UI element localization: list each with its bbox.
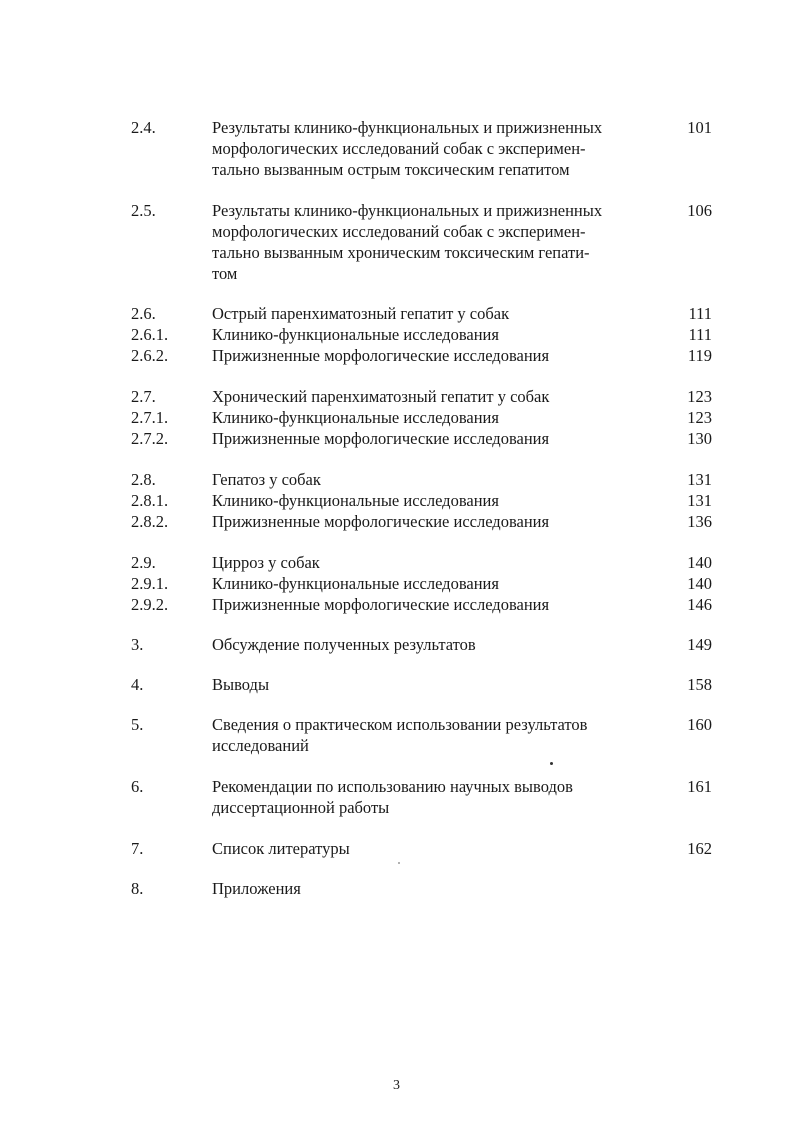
entry-number: 2.6.2.	[131, 346, 169, 365]
entry-page: 131	[687, 491, 712, 510]
entry-page: 140	[687, 553, 712, 572]
entry-number: 7.	[131, 839, 144, 858]
entry-number: 2.7.	[131, 387, 156, 406]
scan-speck	[398, 862, 400, 864]
entry-page: 101	[687, 118, 712, 137]
entry-title: Прижизненные морфологические исследования	[212, 429, 550, 448]
entry-page: 119	[687, 346, 712, 365]
page-number: 3	[393, 1078, 400, 1093]
entry-page: 160	[687, 715, 712, 734]
entry-page: 146	[687, 595, 712, 614]
scan-speck	[550, 762, 553, 765]
entry-title: Список литературы	[212, 839, 350, 858]
entry-title: Прижизненные морфологические исследования	[212, 512, 550, 531]
entry-page: 162	[687, 839, 712, 858]
entry-title: Сведения о практическом использовании результатов исследований	[212, 715, 588, 755]
entry-title: Хронический паренхиматозный гепатит у собак	[212, 387, 550, 406]
entry-page: 111	[688, 304, 712, 323]
entry-number: 5.	[131, 715, 144, 734]
entry-title: Выводы	[212, 675, 270, 694]
entry-number: 2.8.1.	[131, 491, 169, 510]
entry-page: 136	[687, 512, 712, 531]
entry-page: 161	[687, 777, 712, 796]
entry-title: Приложения	[212, 879, 301, 898]
entry-page: 111	[688, 325, 712, 344]
entry-page: 123	[687, 387, 712, 406]
entry-number: 2.7.1.	[131, 408, 169, 427]
entry-title: Цирроз у собак	[212, 553, 320, 572]
entry-number: 2.9.2.	[131, 595, 169, 614]
entry-number: 2.9.1.	[131, 574, 169, 593]
entry-page: 149	[687, 635, 712, 654]
entry-title: Прижизненные морфологические исследования	[212, 595, 550, 614]
entry-page: 123	[687, 408, 712, 427]
entry-title: Результаты клинико-функциональных и прижизненных морфологических исследований собак с эксперимен- тально вызванным хроническим токсическим гепати- том	[212, 201, 603, 283]
entry-page: 131	[687, 470, 712, 489]
entry-number: 6.	[131, 777, 144, 796]
entry-title: Клинико-функциональные исследования	[212, 491, 499, 510]
entry-number: 2.6.1.	[131, 325, 169, 344]
entry-title: Обсуждение полученных результатов	[212, 635, 476, 654]
entry-page: 130	[687, 429, 712, 448]
entry-number: 2.6.	[131, 304, 156, 323]
entry-title: Результаты клинико-функциональных и прижизненных морфологических исследований собак с эксперимен- тально вызванным острым токсическим гепатитом	[212, 118, 603, 179]
entry-number: 2.4.	[131, 118, 156, 137]
entry-page: 158	[687, 675, 712, 694]
entry-number: 2.5.	[131, 201, 156, 220]
entry-number: 2.9.	[131, 553, 156, 572]
entry-title: Клинико-функциональные исследования	[212, 408, 499, 427]
entry-title: Клинико-функциональные исследования	[212, 325, 499, 344]
entry-title: Гепатоз у собак	[212, 470, 321, 489]
entry-title: Рекомендации по использованию научных выводов диссертационной работы	[212, 777, 573, 817]
entry-title: Прижизненные морфологические исследования	[212, 346, 550, 365]
entry-page: 140	[687, 574, 712, 593]
entry-number: 2.8.	[131, 470, 156, 489]
entry-number: 4.	[131, 675, 144, 694]
entry-number: 3.	[131, 635, 144, 654]
entry-title: Острый паренхиматозный гепатит у собак	[212, 304, 510, 323]
entry-title: Клинико-функциональные исследования	[212, 574, 499, 593]
entry-number: 2.8.2.	[131, 512, 169, 531]
entry-number: 8.	[131, 879, 144, 898]
entry-number: 2.7.2.	[131, 429, 169, 448]
entry-page: 106	[687, 201, 712, 220]
